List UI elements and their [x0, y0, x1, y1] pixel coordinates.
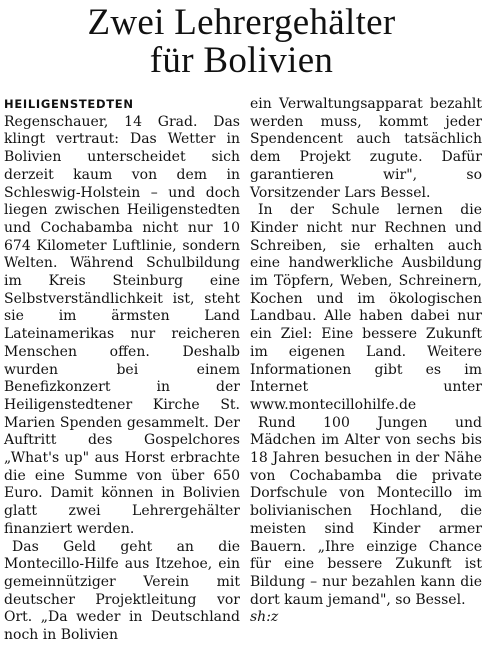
right-paragraph-1: ein Verwaltungsapparat bezahlt werden muss, kommt jeder Spendencent auch tatsächlich dem Projekt zugute. Dafür garantieren wir", so Vorsitzender Lars Bessel.: [250, 96, 482, 201]
dateline: HEILIGENSTEDTEN: [4, 97, 134, 111]
left-paragraph-1-text: Regenschauer, 14 Grad. Das klingt vertraut: Das Wetter in Bolivien unterscheidet sich derzeit kaum von dem in Schleswig-Holstein – und doch liegen zwischen Heiligenstedten und Cochabamba nicht nur 10 674 Kilometer Luftlinie, sondern Welten. Während Schulbildung im Kreis Steinburg eine Selbstverständlichkeit ist, steht sie im ärmsten Land Lateinamerikas nur reicheren Menschen offen. Deshalb wurden bei einem Benefizkonzert in der Heiligenstedtener Kirche St. Marien Spenden gesammelt. Der Auftritt des Gospelchores „What's up" aus Horst erbrachte die eine Summe von über 650 Euro. Damit können in Bolivien glatt zwei Lehrergehälter finanziert werden.: [4, 113, 240, 537]
right-column: [250, 96, 482, 627]
left-paragraph-1: [4, 96, 240, 539]
right-paragraph-2: In der Schule lernen die Kinder nicht nur Rechnen und Schreiben, sie erhalten auch eine handwerkliche Ausbildung im Töpfern, Weben, Schreinern, Kochen und im ökologischen Landbau. Alle haben dabei nur ein Ziel: Eine bessere Zukunft im eigenen Land. Weitere Informationen gibt es im Internet unter www.montecillohilfe.de: [250, 202, 482, 413]
article-headline: [0, 4, 483, 80]
left-paragraph-2: Das Geld geht an die Montecillo-Hilfe aus Itzehoe, ein gemeinnütziger Verein mit deutscher Projektleitung vor Ort. „Da weder in Deutschland noch in Bolivien: [4, 538, 240, 644]
author-signature: sh:z: [250, 609, 279, 626]
right-paragraph-3: Rund 100 Jungen und Mädchen im Alter von sechs bis 18 Jahren besuchen in der Nähe von Cochabamba die private Dorfschule von Montecillo im bolivianischen Hochland, die meisten sind Kinder armer Bauern. „Ihre einzige Chance für eine bessere Zukunft ist Bildung – nur bezahlen kann die dort kaum jemand", so Bessel.: [250, 414, 482, 608]
headline-line-1: Zwei Lehrergehälter: [87, 2, 396, 43]
headline-line-2: für Bolivien: [149, 40, 334, 81]
left-column: [4, 96, 240, 645]
